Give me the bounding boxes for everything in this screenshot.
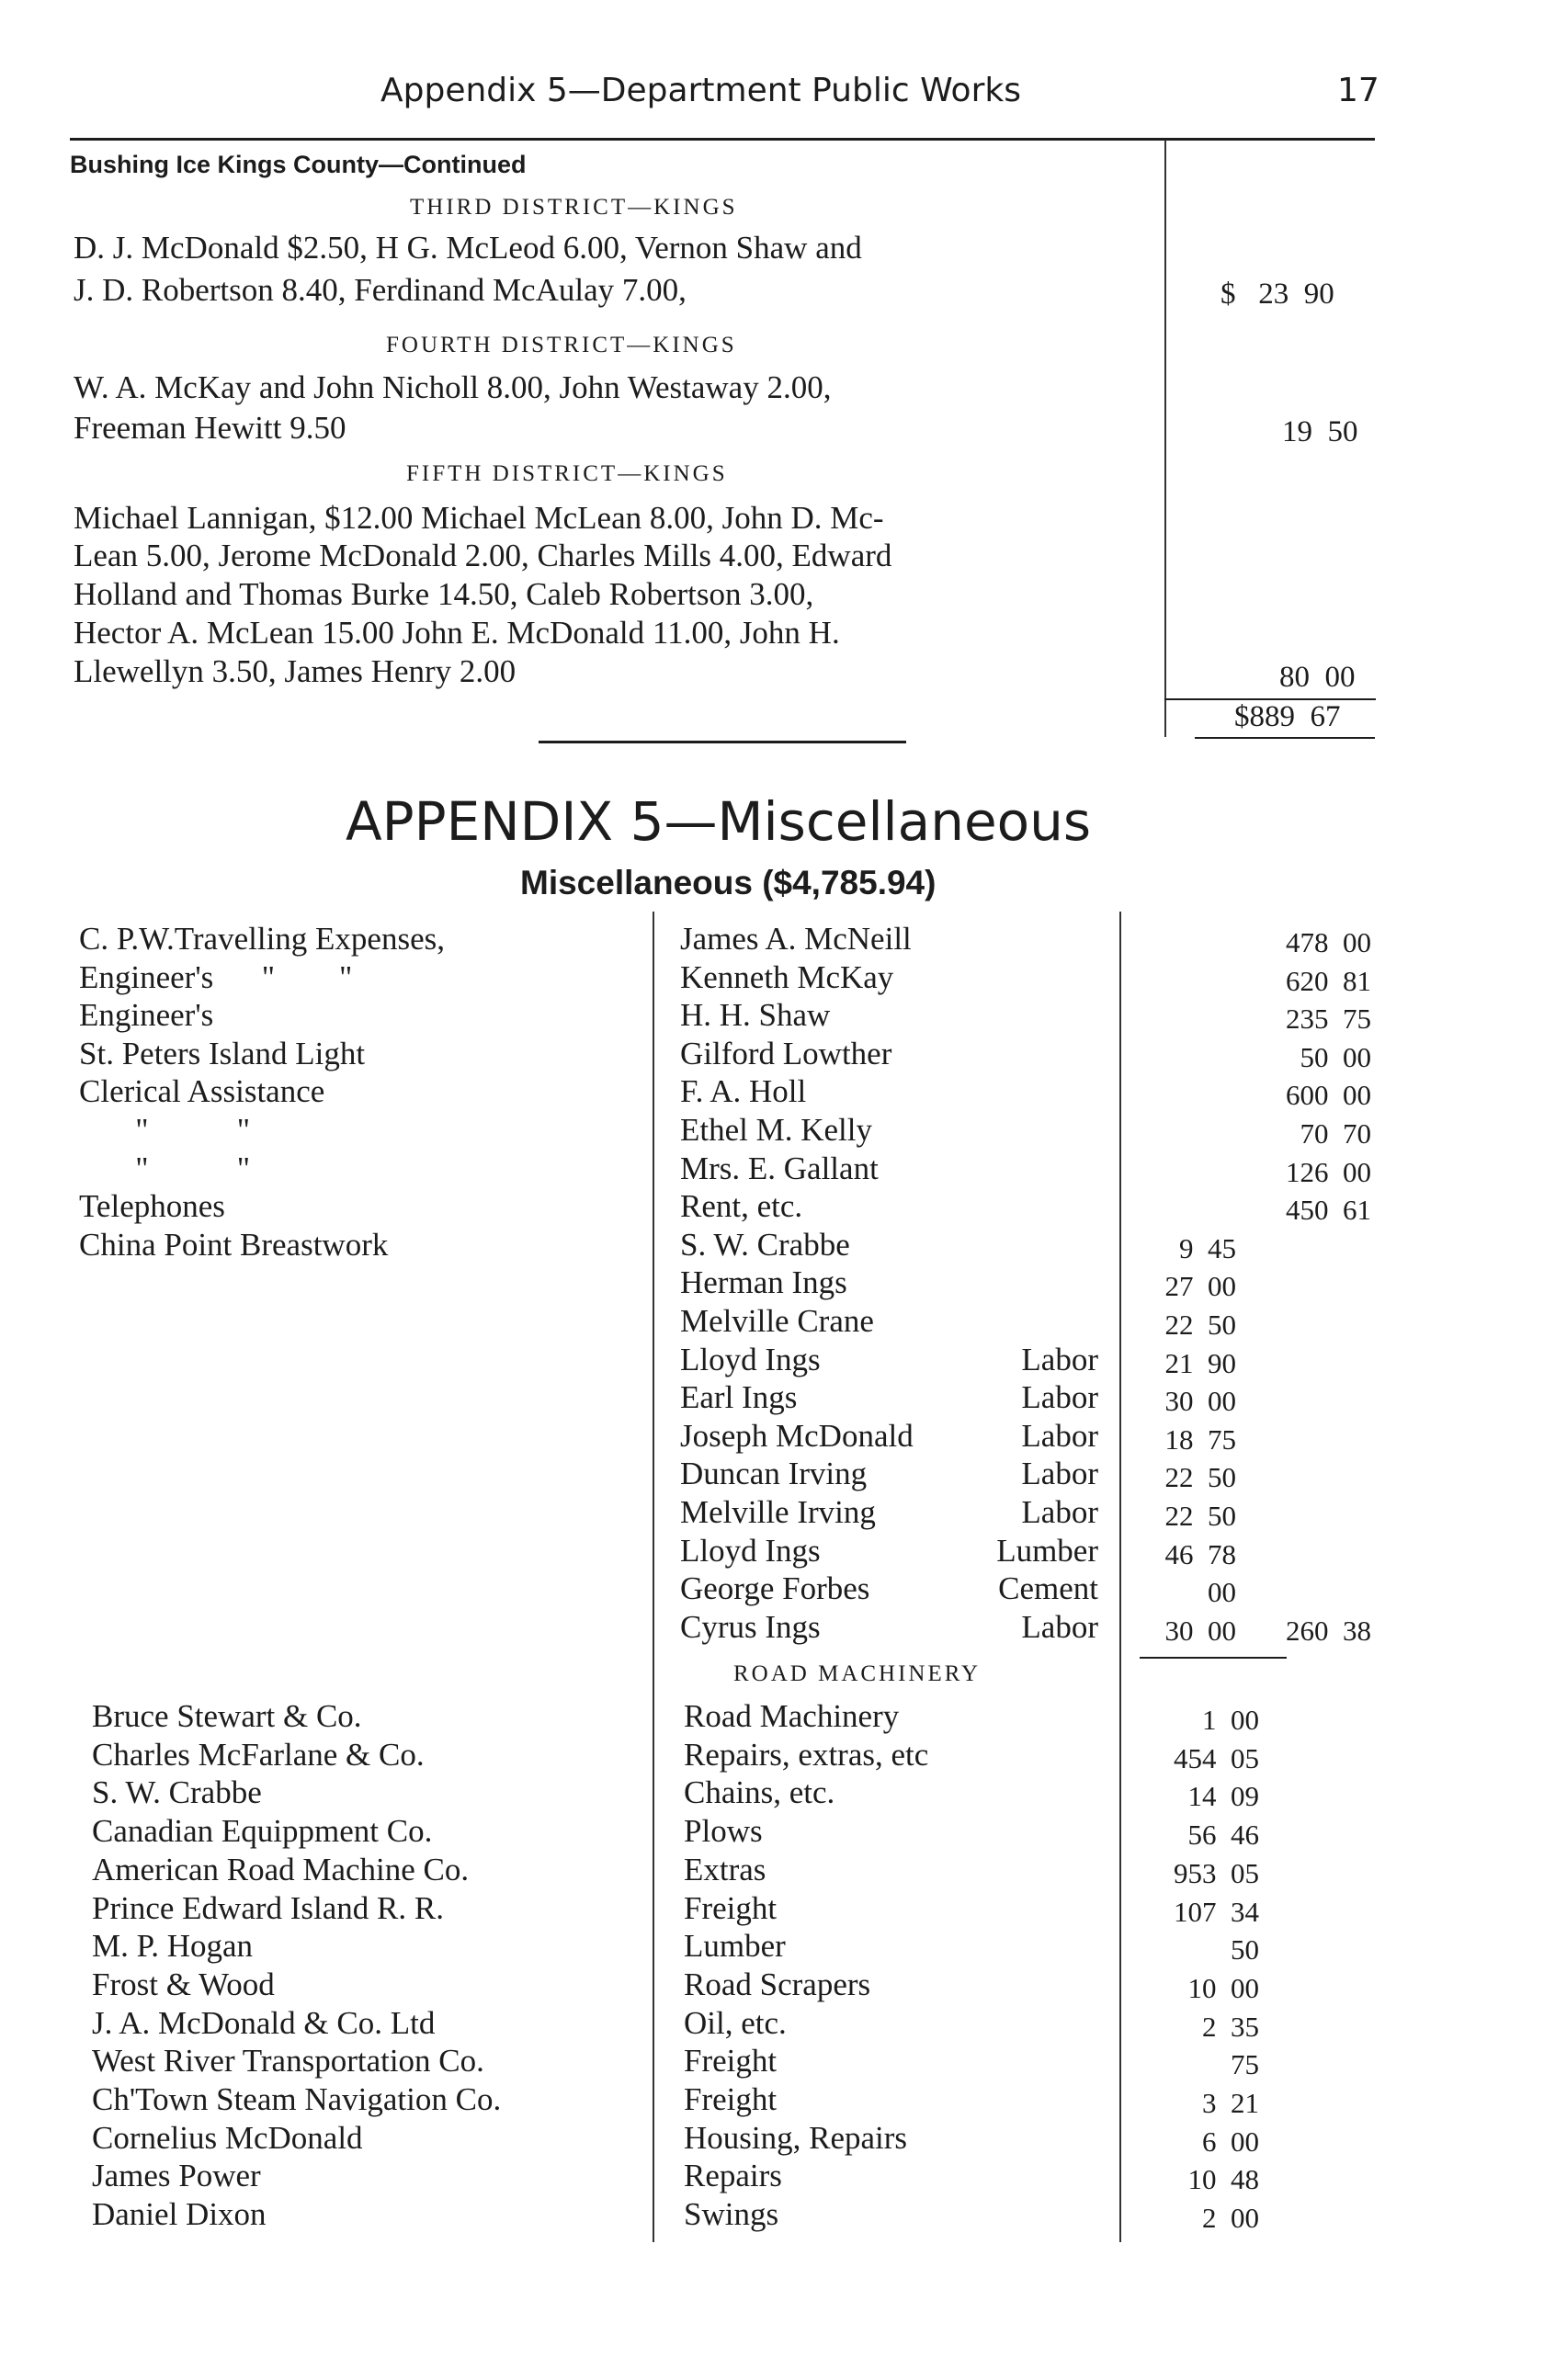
misc-payee-cell: Earl Ings <box>680 1379 798 1415</box>
road-amount-cell: 107 34 <box>1174 1896 1259 1928</box>
road-payee-cell: Charles McFarlane & Co. <box>92 1737 425 1773</box>
misc-payee-cell: Lloyd Ings <box>680 1533 821 1569</box>
misc-payee-cell: Lloyd Ings <box>680 1342 821 1377</box>
road-payee-cell: Canadian Equippment Co. <box>92 1813 433 1849</box>
misc-payee-cell: Kenneth McKay <box>680 959 894 995</box>
misc-subamount-cell: 00 <box>1208 1576 1236 1608</box>
misc-subamount-cell: 22 50 <box>1164 1309 1236 1341</box>
misc-item-cell: Cement <box>998 1570 1098 1606</box>
misc-payee-cell: Ethel M. Kelly <box>680 1112 872 1148</box>
road-item-cell: Swings <box>684 2196 779 2232</box>
misc-payee-cell: S. W. Crabbe <box>680 1227 850 1263</box>
district-line: D. J. McDonald $2.50, H G. McLeod 6.00, Vernon Shaw and <box>74 230 862 266</box>
district-heading-fifth: FIFTH DISTRICT—KINGS <box>406 461 728 486</box>
misc-payee-cell: Rent, etc. <box>680 1188 803 1224</box>
section-divider <box>539 741 906 743</box>
road-item-cell: Road Scrapers <box>684 1966 871 2002</box>
misc-account-cell: Clerical Assistance <box>79 1073 325 1109</box>
misc-amount-cell: 70 70 <box>1300 1117 1371 1150</box>
road-amount-cell: 2 00 <box>1202 2202 1259 2234</box>
misc-account-cell: " " <box>79 1112 251 1148</box>
district-heading-fourth: FOURTH DISTRICT—KINGS <box>386 333 737 357</box>
district-amount: $ 23 90 <box>1220 278 1334 311</box>
misc-item-cell: Lumber <box>996 1533 1098 1569</box>
misc-subamount-cell: 18 75 <box>1164 1423 1236 1456</box>
misc-payee-cell: Joseph McDonald <box>680 1418 914 1454</box>
total-underline <box>1195 737 1375 739</box>
misc-payee-cell: Cyrus Ings <box>680 1609 821 1645</box>
misc-account-cell: " " <box>79 1150 251 1186</box>
district-line: Holland and Thomas Burke 14.50, Caleb Robertson 3.00, <box>74 576 814 612</box>
road-amount-cell: 75 <box>1231 2048 1259 2080</box>
misc-payee-cell: H. H. Shaw <box>680 997 831 1033</box>
misc-account-cell: St. Peters Island Light <box>79 1036 366 1071</box>
misc-subamount-cell: 22 50 <box>1164 1500 1236 1532</box>
road-amount-cell: 50 <box>1231 1933 1259 1966</box>
misc-amount-cell: 450 61 <box>1286 1194 1371 1226</box>
misc-subamount-cell: 9 45 <box>1179 1232 1236 1264</box>
district-line: Llewellyn 3.50, James Henry 2.00 <box>74 653 517 689</box>
road-amount-cell: 3 21 <box>1202 2087 1259 2119</box>
misc-amount-cell: 235 75 <box>1286 1003 1371 1035</box>
misc-item-cell: Labor <box>1021 1418 1098 1454</box>
road-payee-cell: Bruce Stewart & Co. <box>92 1698 362 1734</box>
misc-subamount-cell: 22 50 <box>1164 1461 1236 1493</box>
road-item-cell: Freight <box>684 2081 778 2117</box>
road-payee-cell: Prince Edward Island R. R. <box>92 1890 444 1926</box>
road-item-cell: Extras <box>684 1852 766 1887</box>
misc-item-cell: Labor <box>1021 1379 1098 1415</box>
misc-amount-cell: 600 00 <box>1286 1079 1371 1111</box>
road-amount-cell: 56 46 <box>1187 1819 1259 1851</box>
misc-amount-cell: 260 38 <box>1286 1615 1371 1647</box>
misc-item-cell: Labor <box>1021 1342 1098 1377</box>
road-payee-cell: S. W. Crabbe <box>92 1774 262 1810</box>
district-heading-third: THIRD DISTRICT—KINGS <box>410 195 738 220</box>
road-amount-cell: 10 00 <box>1187 1972 1259 2004</box>
road-payee-cell: Cornelius McDonald <box>92 2120 363 2156</box>
road-payee-cell: Ch'Town Steam Navigation Co. <box>92 2081 502 2117</box>
district-line: Freeman Hewitt 9.50 <box>74 410 346 446</box>
misc-payee-cell: Melville Crane <box>680 1303 874 1339</box>
road-machinery-heading: ROAD MACHINERY <box>733 1661 982 1686</box>
table-amount-rule <box>1119 912 1121 2242</box>
misc-subamount-cell: 30 00 <box>1164 1385 1236 1417</box>
misc-account-cell: C. P.W.Travelling Expenses, <box>79 921 445 957</box>
subtotal-underline <box>1140 1657 1287 1659</box>
road-payee-cell: American Road Machine Co. <box>92 1852 470 1887</box>
district-line: Hector A. McLean 15.00 John E. McDonald 11.00, John H. <box>74 615 840 651</box>
road-item-cell: Chains, etc. <box>684 1774 835 1810</box>
road-payee-cell: J. A. McDonald & Co. Ltd <box>92 2005 436 2041</box>
misc-subamount-cell: 21 90 <box>1164 1347 1236 1379</box>
misc-subamount-cell: 46 78 <box>1164 1538 1236 1570</box>
appendix-title: APPENDIX 5—Miscellaneous <box>346 790 1092 853</box>
road-item-cell: Lumber <box>684 1928 786 1964</box>
misc-payee-cell: Duncan Irving <box>680 1456 868 1491</box>
road-payee-cell: Frost & Wood <box>92 1966 275 2002</box>
road-item-cell: Road Machinery <box>684 1698 900 1734</box>
road-item-cell: Freight <box>684 2043 778 2079</box>
road-amount-cell: 10 48 <box>1187 2163 1259 2195</box>
district-line: J. D. Robertson 8.40, Ferdinand McAulay 7.00, <box>74 272 687 308</box>
misc-account-cell: Engineer's " " <box>79 959 353 995</box>
road-amount-cell: 2 35 <box>1202 2011 1259 2043</box>
continued-total: $889 67 <box>1234 700 1341 733</box>
misc-subamount-cell: 27 00 <box>1164 1270 1236 1302</box>
road-amount-cell: 6 00 <box>1202 2125 1259 2158</box>
district-line: Lean 5.00, Jerome McDonald 2.00, Charles Mills 4.00, Edward <box>74 538 892 573</box>
misc-account-cell: Engineer's <box>79 997 214 1033</box>
road-item-cell: Repairs <box>684 2158 782 2193</box>
district-amount: 80 00 <box>1279 661 1356 694</box>
road-item-cell: Plows <box>684 1813 763 1849</box>
district-line: Michael Lannigan, $12.00 Michael McLean 8.00, John D. Mc- <box>74 500 884 536</box>
road-payee-cell: James Power <box>92 2158 261 2193</box>
misc-account-cell: Telephones <box>79 1188 225 1224</box>
road-amount-cell: 14 09 <box>1187 1780 1259 1812</box>
misc-item-cell: Labor <box>1021 1609 1098 1645</box>
misc-payee-cell: Mrs. E. Gallant <box>680 1150 879 1186</box>
misc-payee-cell: George Forbes <box>680 1570 870 1606</box>
road-amount-cell: 454 05 <box>1174 1742 1259 1774</box>
amount-column-rule <box>1164 140 1166 737</box>
header-rule <box>70 138 1375 141</box>
road-amount-cell: 953 05 <box>1174 1857 1259 1889</box>
misc-payee-cell: Gilford Lowther <box>680 1036 892 1071</box>
page-number: 17 <box>1337 72 1379 109</box>
misc-payee-cell: James A. McNeill <box>680 921 912 957</box>
road-payee-cell: West River Transportation Co. <box>92 2043 484 2079</box>
road-payee-cell: M. P. Hogan <box>92 1928 254 1964</box>
misc-item-cell: Labor <box>1021 1494 1098 1530</box>
misc-amount-cell: 478 00 <box>1286 926 1371 958</box>
misc-item-cell: Labor <box>1021 1456 1098 1491</box>
continued-subheading: Bushing Ice Kings County—Continued <box>70 151 527 178</box>
misc-amount-cell: 126 00 <box>1286 1156 1371 1188</box>
misc-account-cell: China Point Breastwork <box>79 1227 389 1263</box>
road-payee-cell: Daniel Dixon <box>92 2196 267 2232</box>
page-header-title: Appendix 5—Department Public Works <box>380 72 1021 109</box>
misc-heading: Miscellaneous ($4,785.94) <box>520 864 937 901</box>
misc-amount-cell: 50 00 <box>1300 1041 1371 1073</box>
misc-payee-cell: F. A. Holl <box>680 1073 807 1109</box>
district-amount: 19 50 <box>1282 415 1358 448</box>
road-amount-cell: 1 00 <box>1202 1704 1259 1736</box>
district-line: W. A. McKay and John Nicholl 8.00, John Westaway 2.00, <box>74 369 832 405</box>
road-item-cell: Repairs, extras, etc <box>684 1737 929 1773</box>
misc-payee-cell: Melville Irving <box>680 1494 876 1530</box>
misc-subamount-cell: 30 00 <box>1164 1615 1236 1647</box>
misc-amount-cell: 620 81 <box>1286 965 1371 997</box>
road-item-cell: Housing, Repairs <box>684 2120 908 2156</box>
misc-payee-cell: Herman Ings <box>680 1264 847 1300</box>
road-item-cell: Oil, etc. <box>684 2005 787 2041</box>
table-column-rule <box>653 912 654 2242</box>
road-item-cell: Freight <box>684 1890 778 1926</box>
